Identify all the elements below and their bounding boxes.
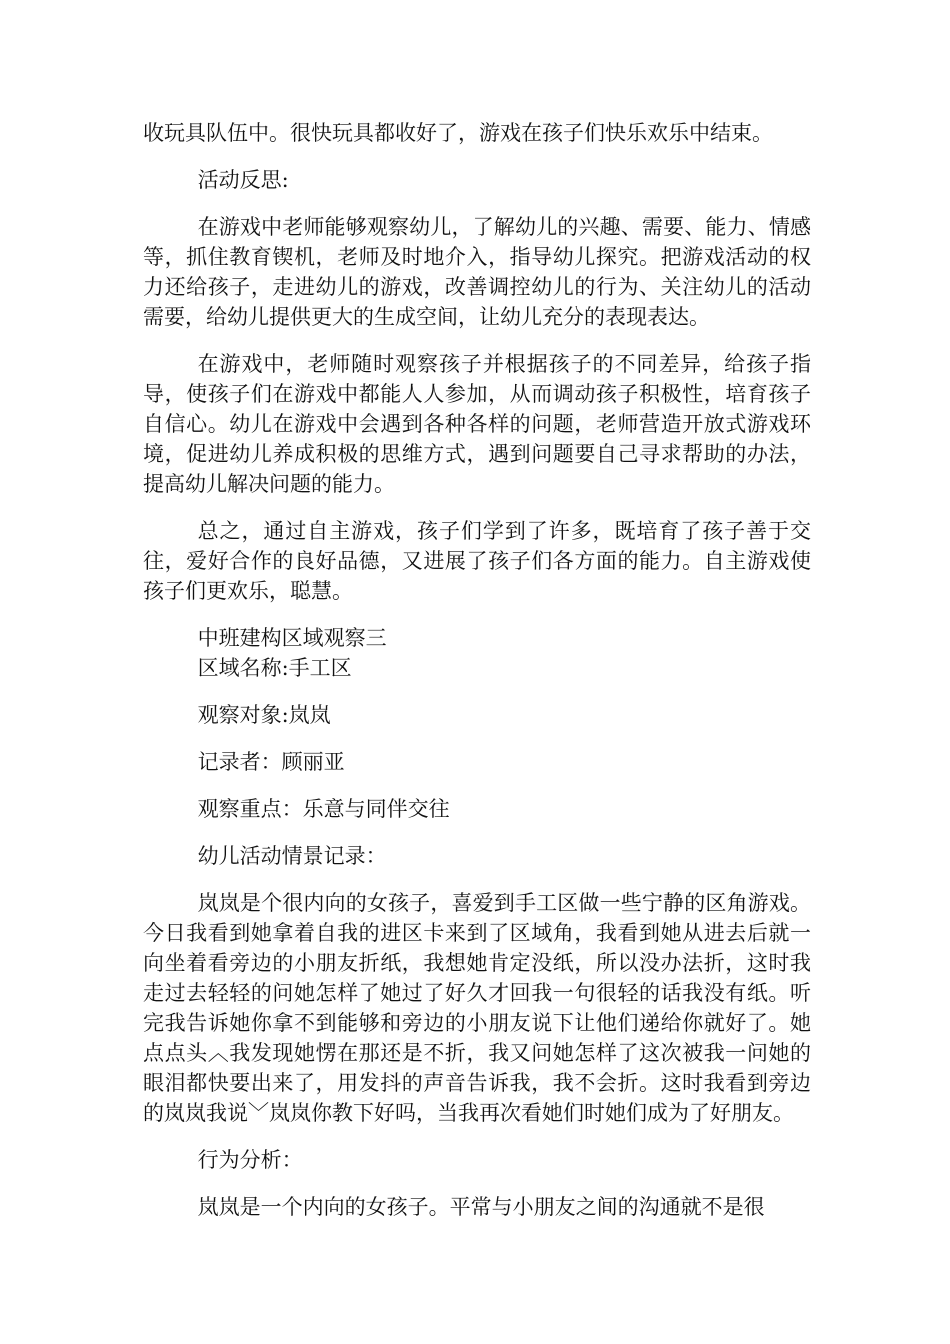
document-body <box>143 118 811 1239</box>
section-title: 中班建构区域观察三 <box>197 626 387 650</box>
heading-behavior-analysis: 行为分析： <box>197 1148 303 1172</box>
paragraph-conclusion: 总之，通过自主游戏，孩子们学到了许多，既培育了孩子善于交往，爱好合作的良好品德，又进展了孩子们各方面的能力。自主游戏使孩子们更欢乐，聪慧。 <box>143 519 811 603</box>
paragraph-activity-record: 岚岚是个很内向的女孩子，喜爱到手工区做一些宁静的区角游戏。今日我看到她拿着自我的进区卡来到了区域角，我看到她从进去后就一向坐着看旁边的小朋友折纸，我想她肯定没纸，所以没办法折，这时我走过去轻轻的问她怎样了她过了好久才回我一句很轻的话我没有纸。听完我告诉她你拿不到能够和旁边的小朋友说下让他们递给你就好了。她点点头︿我发现她愣在那还是不折，我又问她怎样了这次被我一问她的眼泪都快要出来了，用发抖的声音告诉我，我不会折。这时我看到旁边的岚岚我说﹀岚岚你教下好吗，当我再次看她们时她们成为了好朋友。 <box>143 891 811 1125</box>
field-area-name: 区域名称:手工区 <box>197 656 352 680</box>
paragraph-reflection-2: 在游戏中，老师随时观察孩子并根据孩子的不同差异，给孩子指导，使孩子们在游戏中都能人人参加，从而调动孩子积极性，培育孩子自信心。幼儿在游戏中会遇到各种各样的问题，老师营造开放式游戏环境，促进幼儿养成积极的思维方式，遇到问题要自己寻求帮助的办法，提高幼儿解决问题的能力。 <box>143 352 811 496</box>
field-observed-child: 观察对象:岚岚 <box>197 703 331 727</box>
field-recorder: 记录者：顾丽亚 <box>197 750 345 774</box>
field-observation-focus: 观察重点：乐意与同伴交往 <box>197 797 450 821</box>
heading-activity-record: 幼儿活动情景记录： <box>197 844 387 868</box>
heading-activity-reflection: 活动反思: <box>197 168 289 192</box>
paragraph-reflection-1: 在游戏中老师能够观察幼儿，了解幼儿的兴趣、需要、能力、情感等，抓住教育锲机，老师及时地介入，指导幼儿探究。把游戏活动的权力还给孩子，走进幼儿的游戏，改善调控幼儿的行为、关注幼儿的活动需要，给幼儿提供更大的生成空间，让幼儿充分的表现表达。 <box>143 215 811 329</box>
paragraph-behavior-analysis: 岚岚是一个内向的女孩子。平常与小朋友之间的沟通就不是很 <box>197 1195 765 1219</box>
paragraph-continuation: 收玩具队伍中。很快玩具都收好了，游戏在孩子们快乐欢乐中结束。 <box>143 121 773 145</box>
